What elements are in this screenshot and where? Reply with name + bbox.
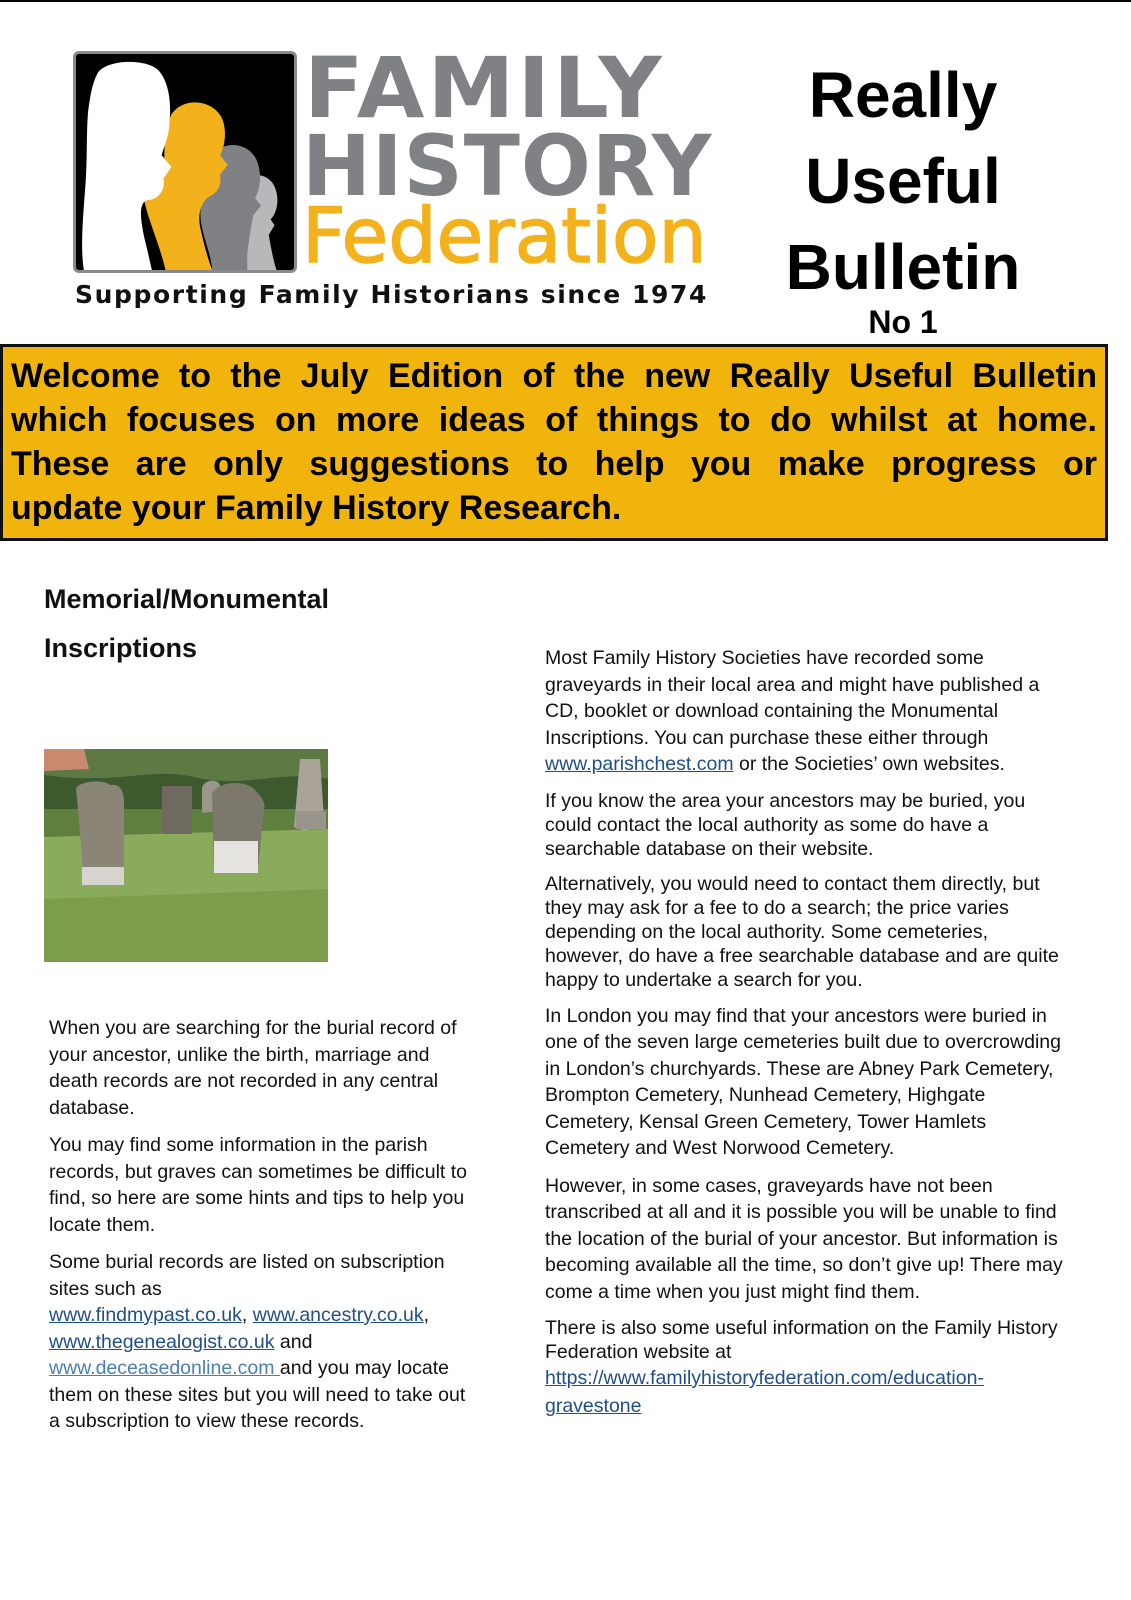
left-column: [49, 1015, 479, 1446]
welcome-line-1: Welcome to the July Edition of the new Really Useful Bulletin: [11, 357, 1097, 395]
welcome-text: [11, 354, 1097, 530]
section-heading-line-2: Inscriptions: [44, 633, 198, 663]
paragraph-parish-records: You may find some information in the parish records, but graves can sometimes be difficult to find, so here are some hints and tips to help you locate them.: [49, 1134, 468, 1236]
logo-tagline: Supporting Family Historians since 1974: [75, 280, 709, 309]
paragraph-societies: Most Family History Societies have recorded some graveyards in their local area and might have published a CD, booklet or download containing the Monumental Inscriptions. You can purchase these either through www.parishchest.com or the Societies’ own websites.: [545, 647, 1040, 775]
link-thegenealogist[interactable]: www.thegenealogist.co.uk: [49, 1330, 275, 1353]
link-ancestry[interactable]: www.ancestry.co.uk: [252, 1304, 424, 1326]
paragraph-contact-directly: Alternatively, you would need to contact them directly, but they may ask for a fee to do a search; the price varies depending on the local authority. Some cemeteries, however, do have a free searchable database and are quite happy to undertake a search for you.: [545, 872, 1059, 991]
family-silhouettes-logo-icon: [73, 51, 297, 273]
paragraph-burial-record: When you are searching for the burial record of your ancestor, unlike the birth, marriage and death records are not recorded in any central database.: [49, 1017, 457, 1119]
bulletin-title: [770, 52, 1036, 340]
title-line-useful: Useful: [805, 145, 1001, 217]
paragraph-not-transcribed: However, in some cases, graveyards have not been transcribed at all and it is possible you will be unable to find the location of the burial of your ancestor. But information is becoming available all the time, so don’t give up! There may come a time when you just might find them.: [545, 1174, 1063, 1303]
section-heading-line-1: Memorial/Monumental: [44, 584, 330, 614]
logo-word-federation: Federation: [302, 191, 707, 280]
graveyard-photo: [44, 749, 328, 962]
link-fhf-education-gravestone[interactable]: https://www.familyhistoryfederation.com/education- gravestone: [545, 1367, 984, 1417]
paragraph-fhf-website: There is also some useful information on the Family History Federation website at https://www.familyhistoryfederation.com/education- gravestone: [545, 1317, 1058, 1417]
logo-word-family: FAMILY: [304, 39, 665, 137]
link-parishchest[interactable]: www.parishchest.com: [545, 753, 734, 775]
paragraph-london-cemeteries: In London you may find that your ancestors were buried in one of the seven large cemeteries built due to overcrowding in London’s churchyards. These are Abney Park Cemetery, Brompton Cemetery, Nunhead Cemetery, Highgate Cemetery, Kensal Green Cemetery, Tower Hamlets Cemetery and West Norwood Cemetery.: [545, 1004, 1061, 1159]
title-line-bulletin: Bulletin: [785, 231, 1021, 303]
right-column: [545, 645, 1065, 1431]
issue-number: No 1: [868, 304, 938, 340]
title-line-really: Really: [808, 59, 998, 131]
logo-word-history: HISTORY: [302, 117, 713, 215]
welcome-banner: [0, 344, 1108, 541]
welcome-line-3: These are only suggestions to help you make progress or: [11, 445, 1097, 483]
paragraph-local-authority: If you know the area your ancestors may be buried, you could contact the local authority as some do have a searchable database on their website.: [545, 789, 1026, 860]
link-deceasedonline[interactable]: www.deceasedonline.com: [49, 1357, 280, 1379]
paragraph-subscription-sites: Some burial records are listed on subscription sites such as www.findmypast.co.uk, www.ancestry.co.uk, www.thegenealogist.co.uk and www.deceasedonline.com and you may locate them on these sites but you will need to take out a subscription to view these records.: [49, 1251, 466, 1432]
link-findmypast[interactable]: www.findmypast.co.uk: [49, 1304, 242, 1326]
welcome-line-2: which focuses on more ideas of things to do whilst at home.: [11, 401, 1097, 439]
welcome-line-4: update your Family History Research.: [11, 489, 622, 527]
page-top-border: [0, 0, 1131, 2]
